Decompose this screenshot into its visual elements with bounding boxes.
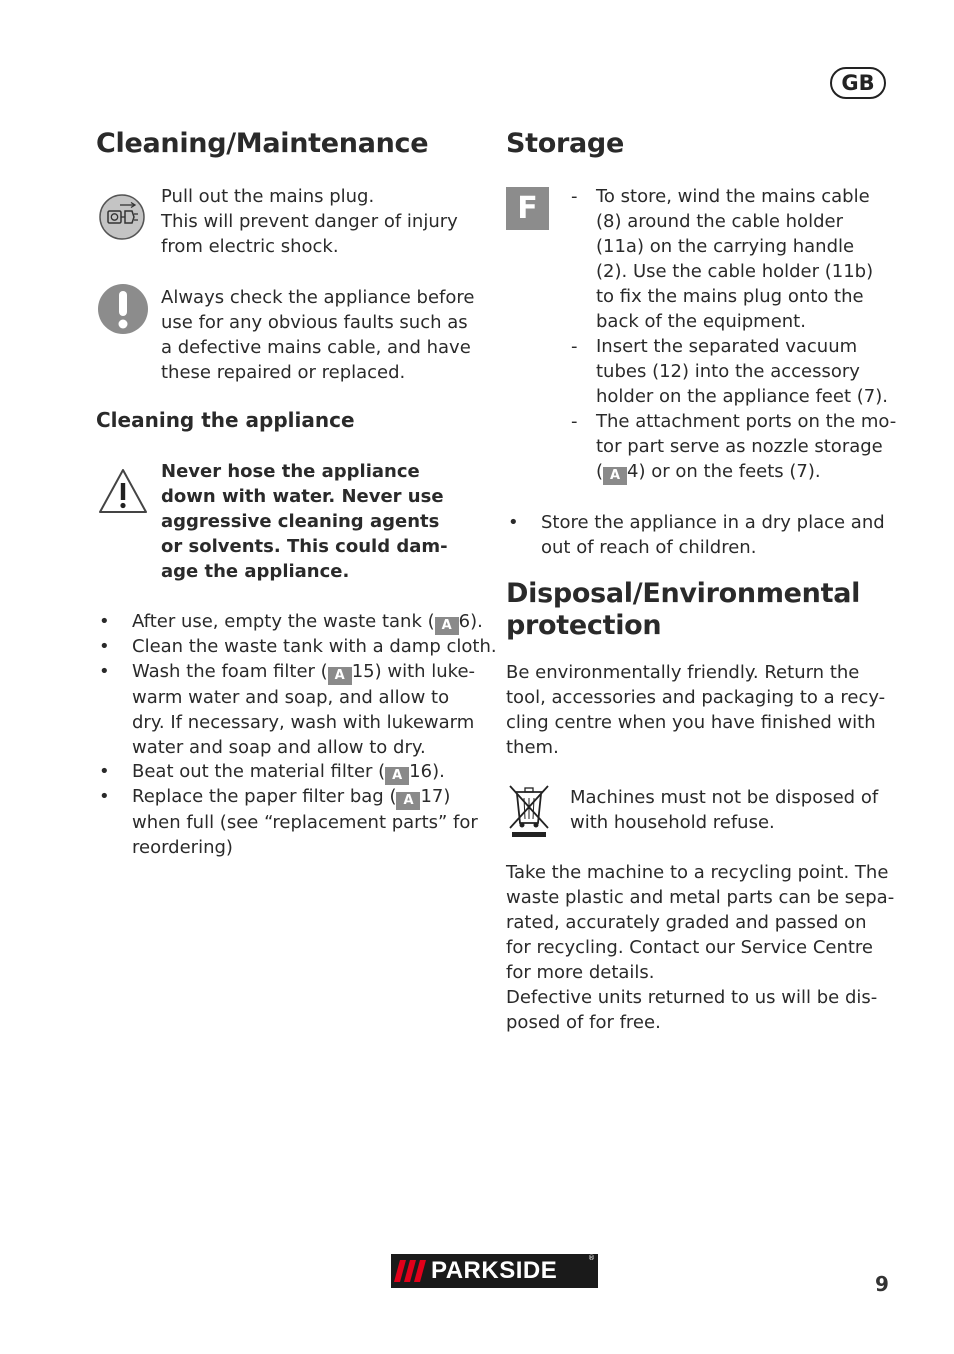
- cleaning-bullet-list: [99, 609, 497, 859]
- figure-a-badge: A: [603, 467, 627, 485]
- water-warning: Never hose the appliance down with water. Never use aggressive cleaning agents or solvents. This could dam- age the appliance.: [161, 461, 448, 582]
- list-item: • Beat out the material filter ( A 16).: [99, 761, 445, 783]
- storage-dash-list: [571, 184, 901, 484]
- disposal-body: Take the machine to a recycling point. The waste plastic and metal parts can be sepa- rated, accurately graded and passed on for recycling. Contact our Service Centre for more details. Defective units returned to us will be dis- posed of for free.: [506, 862, 895, 1033]
- warning-triangle-icon: [97, 467, 149, 515]
- disposal-intro: Be environmentally friendly. Return the tool, accessories and packaging to a recy- cling centre when you have finished with them.: [506, 662, 886, 758]
- logo-slashes-icon: [391, 1254, 435, 1288]
- list-item: • After use, empty the waste tank ( A 6).: [99, 611, 483, 633]
- list-item: • Store the appliance in a dry place and out of reach of children.: [508, 512, 885, 558]
- unplug-note: Pull out the mains plug. This will prevent danger of injury from electric shock.: [161, 186, 458, 257]
- weee-note: Machines must not be disposed of with household refuse.: [570, 787, 879, 833]
- list-item: - Insert the separated vacuum tubes (12) into the accessory holder on the appliance feet (7).: [571, 336, 888, 407]
- list-item: • Clean the waste tank with a damp cloth.: [99, 636, 497, 657]
- list-item: - To store, wind the mains cable (8) around the cable holder (11a) on the carrying handle (2). Use the cable holder (11b) to fix the mains plug onto the back of the equipment.: [571, 186, 874, 332]
- cleaning-maintenance-heading: Cleaning/Maintenance: [96, 128, 429, 159]
- cleaning-appliance-subheading: Cleaning the appliance: [96, 408, 355, 432]
- language-badge: GB: [830, 67, 886, 99]
- list-item: • Replace the paper filter bag ( A 17) when full (see “replacement parts” for reordering): [99, 786, 478, 858]
- figure-a-badge: A: [396, 792, 420, 810]
- crossed-bin-icon: [505, 783, 553, 839]
- list-item: • Wash the foam filter ( A 15) with luke- warm water and soap, and allow to dry. If necessary, wash with lukewarm water and soap and allow to dry.: [99, 661, 476, 758]
- page-number: 9: [875, 1272, 889, 1296]
- figure-a-badge: A: [328, 667, 352, 685]
- figure-f-label: F: [506, 187, 549, 230]
- parkside-logo: [391, 1254, 598, 1288]
- check-appliance-note: Always check the appliance before use for any obvious faults such as a defective mains cable, and have these repaired or replaced.: [161, 287, 475, 383]
- disposal-heading: Disposal/Environmental protection: [506, 578, 861, 641]
- figure-a-badge: A: [385, 767, 409, 785]
- brand-name: PARKSIDE: [431, 1257, 558, 1284]
- unplug-icon: [98, 193, 146, 241]
- figure-a-badge: A: [435, 617, 459, 635]
- storage-heading: Storage: [506, 128, 624, 159]
- exclamation-icon: [97, 283, 149, 335]
- list-item: - The attachment ports on the mo- tor part serve as nozzle storage ( A 4) or on the feets (7).: [571, 411, 897, 483]
- registered-mark: ®: [588, 1254, 595, 1262]
- store-bullet: [508, 510, 898, 560]
